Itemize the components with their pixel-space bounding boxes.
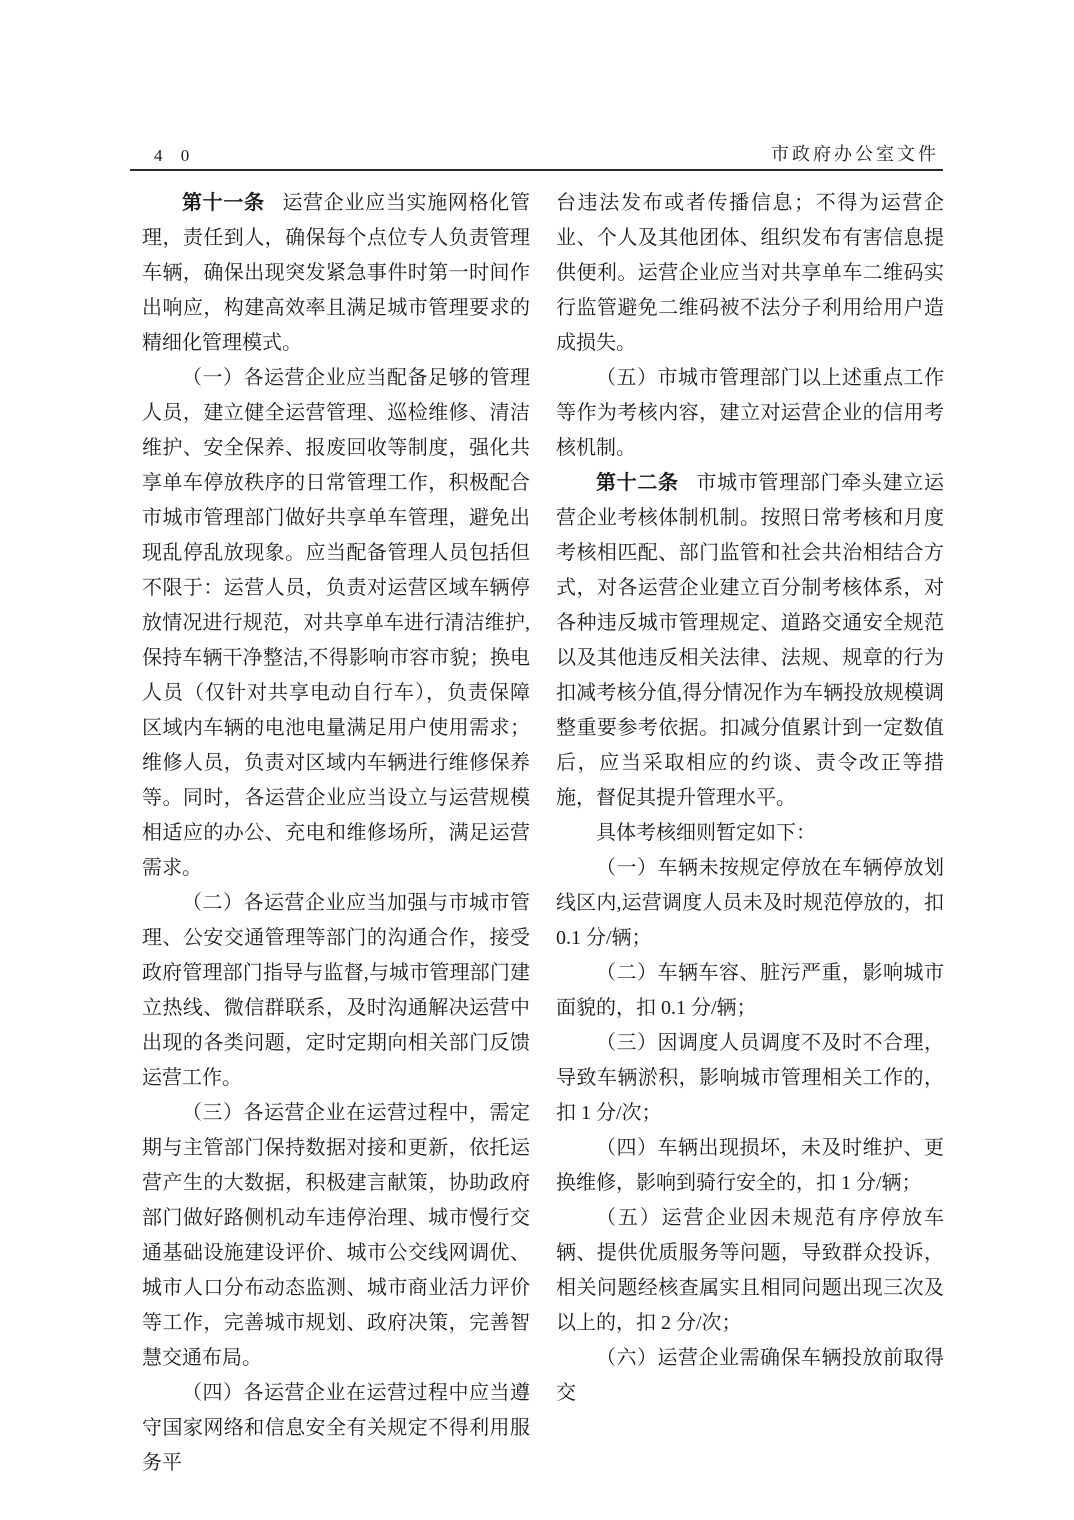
paragraph-text: 台违法发布或者传播信息；不得为运营企业、个人及其他团体、组织发布有害信息提供便利。运营企业应当对共享单车二维码实行监管避免二维码被不法分子利用给用户造成损失。 — [556, 192, 944, 354]
paragraph — [556, 1131, 944, 1201]
paragraph-text: 市城市管理部门牵头建立运营企业考核体制机制。按照日常考核和月度考核相匹配、部门监管和社会共治相结合方式，对各运营企业建立百分制考核体系，对各种违反城市管理规定、道路交通安全规范以及其他违反相关法律、法规、规章的行为扣减考核分值,得分情况作为车辆投放规模调整重要参考依据。扣减分值累计到一定数值后，应当采取相应的约谈、责令改正等措施，督促其提升管理水平。 — [556, 472, 944, 809]
paragraph — [556, 1341, 944, 1411]
paragraph — [556, 1201, 944, 1341]
paragraph-text: （二）各运营企业应当加强与市城市管理、公安交通管理等部门的沟通合作，接受政府管理部门指导与监督,与城市管理部门建立热线、微信群联系，及时沟通解决运营中出现的各类问题，定时定期向相关部门反馈运营工作。 — [142, 892, 530, 1089]
article-heading: 第十二条 — [596, 472, 679, 494]
paragraph-text: （二）车辆车容、脏污严重，影响城市面貌的，扣 0.1 分/辆； — [556, 962, 944, 1019]
paragraph-text: （四）各运营企业在运营过程中应当遵守国家网络和信息安全有关规定不得利用服务平 — [142, 1382, 530, 1474]
article-heading: 第十一条 — [182, 192, 265, 214]
text-column-right — [556, 186, 944, 1481]
paragraph — [556, 361, 944, 466]
paragraph — [556, 466, 944, 816]
paragraph-text: （四）车辆出现损坏，未及时维护、更换维修，影响到骑行安全的，扣 1 分/辆； — [556, 1137, 944, 1194]
paragraph-text: 运营企业应当实施网格化管理，责任到人，确保每个点位专人负责管理车辆，确保出现突发紧急事件时第一时间作出响应，构建高效率且满足城市管理要求的精细化管理模式。 — [142, 192, 530, 354]
paragraph — [556, 1026, 944, 1131]
paragraph-text: （五）市城市管理部门以上述重点工作等作为考核内容，建立对运营企业的信用考核机制。 — [556, 367, 944, 459]
paragraph — [142, 1096, 530, 1376]
document-body — [142, 186, 944, 1481]
paragraph-text: （三）因调度人员调度不及时不合理，导致车辆淤积，影响城市管理相关工作的，扣 1 分/次； — [556, 1032, 944, 1124]
paragraph-text: （三）各运营企业在运营过程中，需定期与主管部门保持数据对接和更新，依托运营产生的大数据，积极建言献策，协助政府部门做好路侧机动车违停治理、城市慢行交通基础设施建设评价、城市公交线网调优、城市人口分布动态监测、城市商业活力评价等工作，完善城市规划、政府决策，完善智慧交通布局。 — [142, 1102, 530, 1369]
paragraph-text: （一）车辆未按规定停放在车辆停放划线区内,运营调度人员未及时规范停放的，扣 0.1 分/辆； — [556, 857, 944, 949]
document-type-label: 市政府办公室文件 — [771, 144, 939, 164]
paragraph-text: （六）运营企业需确保车辆投放前取得交 — [556, 1347, 944, 1404]
paragraph-text: （一）各运营企业应当配备足够的管理人员，建立健全运营管理、巡检维修、清洁维护、安全保养、报废回收等制度，强化共享单车停放秩序的日常管理工作，积极配合市城市管理部门做好共享单车管理，避免出现乱停乱放现象。应当配备管理人员包括但不限于：运营人员，负责对运营区域车辆停放情况进行规范，对共享单车进行清洁维护,保持车辆干净整洁,不得影响市容市貌；换电人员（仅针对共享电动自行车），负责保障区域内车辆的电池电量满足用户使用需求；维修人员，负责对区域内车辆进行维修保养等。同时，各运营企业应当设立与运营规模相适应的办公、充电和维修场所，满足运营需求。 — [142, 367, 530, 879]
paragraph-text: 具体考核细则暂定如下： — [596, 822, 816, 844]
text-column-left — [142, 186, 530, 1481]
paragraph — [556, 851, 944, 956]
page-number: 4 0 — [154, 146, 197, 165]
paragraph — [142, 186, 530, 361]
paragraph — [142, 361, 530, 886]
paragraph-text: （五）运营企业因未规范有序停放车辆、提供优质服务等问题，导致群众投诉，相关问题经核查属实且相同问题出现三次及以上的，扣 2 分/次； — [556, 1207, 944, 1334]
paragraph — [142, 1376, 530, 1481]
paragraph — [142, 886, 530, 1096]
paragraph — [556, 956, 944, 1026]
page-header — [130, 134, 943, 171]
paragraph — [556, 816, 944, 851]
paragraph — [556, 186, 944, 361]
